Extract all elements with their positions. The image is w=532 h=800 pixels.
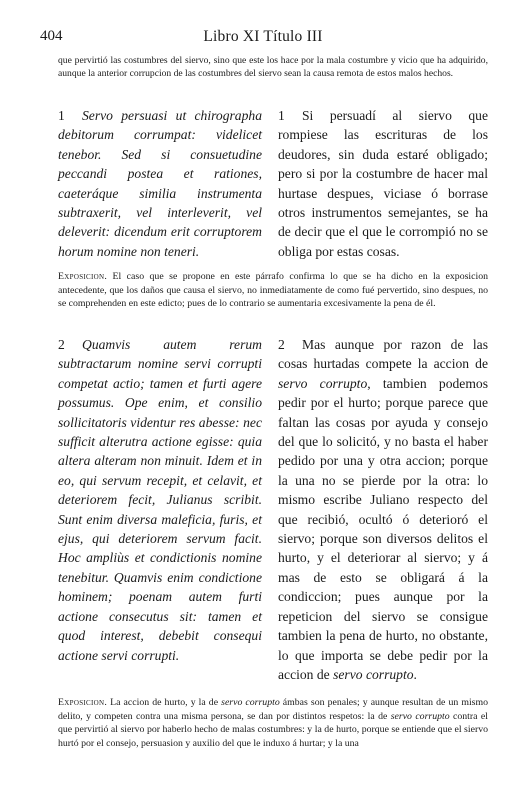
exposition-text-c: contra el que pervirtió al siervo por haberlo hecho de malas costumbres: y la de hurto, porque se entiende que el siervo hurtó por el consejo, persuasion y auxilio del que le induxo á hurtar; y la una: [58, 710, 488, 749]
spanish-text-a: Mas aunque por razon de las cosas hurtadas compete la accion de: [278, 337, 488, 372]
section-number: 2: [278, 337, 285, 352]
exposition-text-b: ámbas son penales; y aunque resultan de un mismo delito, y competen contra una misma persona, se dan por distintos respetos: la de: [58, 697, 489, 722]
exposition-italic-term: servo corrupto: [221, 697, 280, 708]
spanish-text: Si persuadí al siervo que rompiese las escrituras de los deudores, sin duda estaré obligado; pero si por la costumbre de hacer mal hurtase despues, viciase ó borrase otros instrumentos semejantes, se ha de decir que el que le corrompió no se obliga por estas cosas.: [278, 108, 488, 259]
page-header: [40, 28, 486, 48]
section-number: 1: [58, 108, 65, 123]
exposition-label: Exposicion.: [58, 271, 108, 282]
exposition-label: Exposicion.: [58, 697, 108, 708]
exposition-text: El caso que se propone en este párrafo confirma lo que se ha dicho en la exposicion antecedente, que los daños que causa el siervo, no inmediatamente de como fué pervertido, sino despues, no se comprehenden en este edicto; pues de lo contrario se aumentaria excesivamente la pena de él.: [58, 271, 489, 310]
spanish-italic-term: servo corrupto: [278, 375, 368, 391]
spanish-text-c: .: [413, 666, 417, 682]
latin-text: Servo persuasi ut chirographa debitorum corrumpat: videlicet tenebor. Sed si consuetudine peccandi postea et rationes, caeteráque similia instrumenta subtraxerit, vel interleverit, vel deleverit: dicendum erit corruptorem horum nomine non teneri.: [58, 108, 262, 259]
intro-note: que pervirtió las costumbres del siervo, sino que este los hace por la mala costumbre y vicio que ha adquirido, aunque la anterior corrupcion de las costumbres del siervo sean la causa remota de estos malos hechos.: [58, 55, 488, 79]
exposition-2: [58, 696, 488, 750]
exposition-italic-term: servo corrupto: [390, 710, 450, 722]
spanish-text-b: , tambien podemos pedir por el hurto; porque parece que faltan las cosas por ayuda y consejo del que lo solicitó, y no basta el haber pedido por una y otra accion; porque la una no se pierde por la otra: lo mismo escribe Juliano respecto del que recibió, ocultó ó deterioró el siervo; porque son diversos delitos el hurto, y el deteriorar al siervo; y á mas de esto se obligará á la condiccion; pues aunque por la repeticion del siervo se consigue tambien la pena de hurto, no obstante, lo que importa se debe pedir por la accion de: [278, 375, 489, 682]
latin-paragraph-1: [58, 106, 262, 261]
spanish-paragraph-2: [278, 335, 488, 684]
spanish-paragraph-1: [278, 106, 488, 261]
exposition-1: [58, 270, 488, 311]
running-title: Libro XI Título III: [203, 28, 323, 45]
exposition-text-a: La accion de hurto, y la de: [110, 697, 222, 708]
section-number: 2: [58, 337, 65, 352]
page-number: 404: [40, 28, 63, 44]
latin-paragraph-2: [58, 335, 262, 665]
section-number: 1: [278, 108, 285, 123]
latin-text: Quamvis autem rerum subtractarum nomine servi corrupti competat actio; tamen et furti agere possumus. Ope enim, et consilio sollicitatoris videntur res abesse: nec sufficit alterutra actione egisse: quia altera alteram non minuit. Idem et in eo, qui servum recepit, et celavit, et deteriorem fecit, Julianus scribit. Sunt enim diversa maleficia, furis, et ejus, qui deteriorem servum facit. Hoc ampliùs et condictionis nomine tenebitur. Quamvis enim condictione hominem; poenam autem furti actione consecutus sit: tamen et quod interest, debebit consequi actione servi corrupti.: [58, 337, 262, 663]
spanish-italic-term: servo corrupto: [333, 666, 414, 682]
